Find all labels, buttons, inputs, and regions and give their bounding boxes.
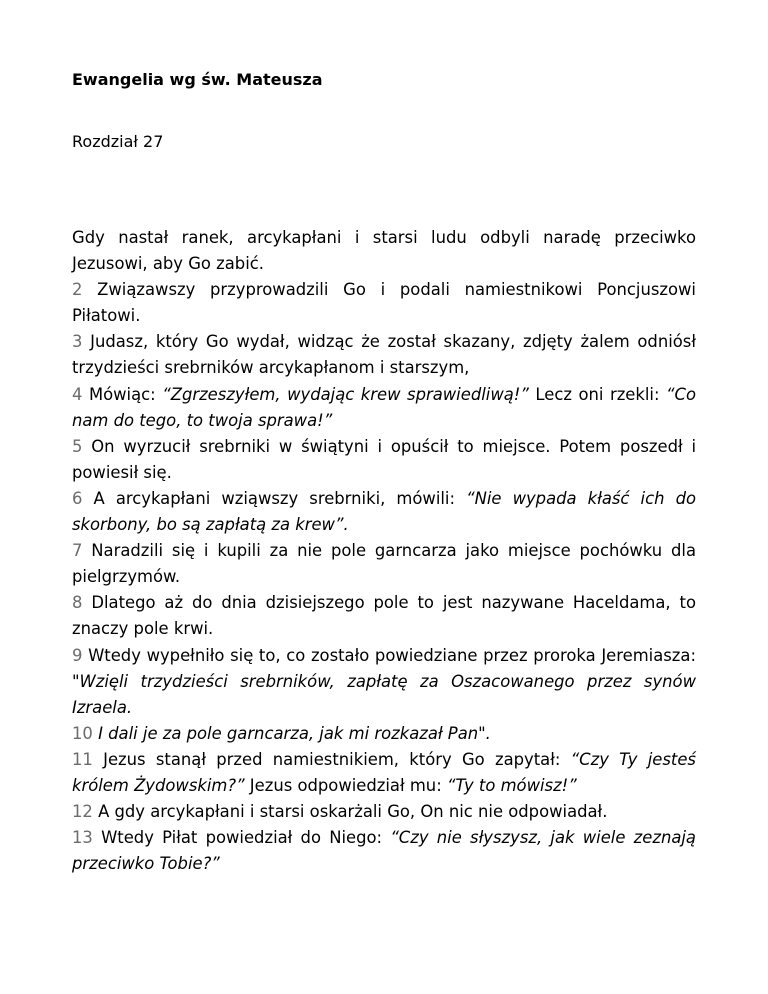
chapter-heading: Rozdział 27 [72,132,164,151]
verse-text: Judasz, który Go wydał, widząc że został skazany, zdjęty żalem odniósł trzydzieści srebrników arcykapłanom i starszym, [72,332,696,378]
verse-number: 7 [72,541,83,561]
verse-text: Wtedy Piłat powiedział do Niego: [101,828,391,848]
verse-number: 6 [72,488,83,508]
verse-10 [72,721,696,747]
verse-text: On wyrzucił srebrniki w świątyni i opuścił to miejsce. Potem poszedł i powiesił się. [72,436,696,482]
verse-13 [72,825,696,877]
verse-text: A gdy arcykapłani i starsi oskarżali Go, On nic nie odpowiadał. [98,802,608,822]
verse-number: 11 [72,749,93,769]
verse-number: 9 [72,645,83,665]
verse-number: 10 [72,723,93,743]
verse-1 [72,225,696,277]
verse-8 [72,590,696,642]
verse-5 [72,434,696,486]
verse-text: Lecz oni rzekli: [528,384,667,404]
verse-12 [72,799,696,825]
verse-6 [72,486,696,538]
verse-text: A arcykapłani wziąwszy srebrniki, mówili: [93,488,467,508]
verse-list [72,225,696,877]
verse-number: 5 [72,436,83,456]
verse-text: Dlatego aż do dnia dzisiejszego pole to jest nazywane Haceldama, to znaczy pole krwi. [72,593,696,639]
verse-quote: “Ty to mówisz!” [446,775,577,795]
verse-text: Związawszy przyprowadzili Go i podali namiestnikowi Poncjuszowi Piłatowi. [72,280,696,326]
verse-quote: "Wzięli trzydzieści srebrników, zapłatę za Oszacowanego przez synów Izraela. [72,671,696,717]
verse-11 [72,747,696,799]
verse-number: 3 [72,332,83,352]
verse-quote: “Co nam do tego, to twoja sprawa!” [72,384,697,430]
verse-quote: “Czy nie słyszysz, jak wiele zeznają przeciwko Tobie?” [72,828,696,874]
verse-quote: I dali je za pole garncarza, jak mi rozkazał Pan". [98,723,491,743]
verse-text: Jezus stanął przed namiestnikiem, który Go zapytał: [103,749,571,769]
document-title: Ewangelia wg św. Mateusza [72,70,323,89]
verse-number: 2 [72,280,83,300]
verse-text: Wtedy wypełniło się to, co zostało powiedziane przez proroka Jeremiasza: [88,645,696,665]
verse-text: Gdy nastał ranek, arcykapłani i starsi ludu odbyli naradę przeciwko Jezusowi, aby Go zabić. [72,228,696,274]
verse-3 [72,329,696,381]
verse-quote: “Czy Ty jesteś królem Żydowskim?” [72,749,696,795]
verse-number: 13 [72,828,93,848]
verse-quote: “Zgrzeszyłem, wydając krew sprawiedliwą!” [162,384,529,404]
verse-2 [72,277,696,329]
verse-4 [72,382,696,434]
verse-9 [72,643,696,721]
verse-number: 8 [72,593,83,613]
verse-quote: “Nie wypada kłaść ich do skorbony, bo są zapłatą za krew”. [72,488,696,535]
verse-text: Mówiąc: [88,384,163,404]
verse-text: Jezus odpowiedział mu: [244,775,447,795]
verse-number: 4 [72,384,83,404]
verse-text: Naradzili się i kupili za nie pole garncarza jako miejsce pochówku dla pielgrzymów. [72,541,696,587]
verse-number: 12 [72,802,93,822]
verse-7 [72,538,696,590]
